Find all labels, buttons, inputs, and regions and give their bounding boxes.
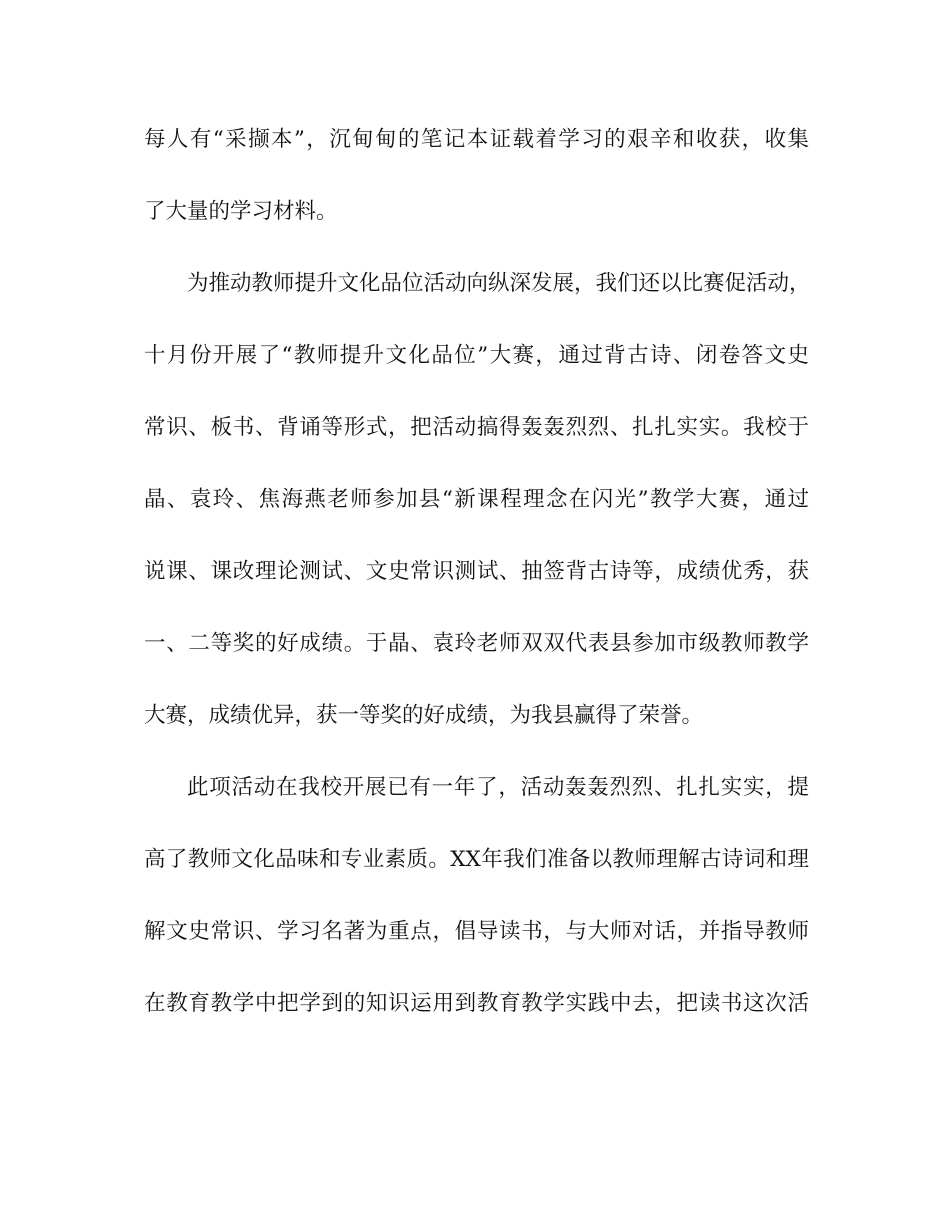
paragraph-start-line: 为推动教师提升文化品位活动向纵深发展，我们还以比赛促活动， — [187, 271, 811, 296]
text-line: 每人有“采撷本”，沉甸甸的笔记本证载着学习的艰辛和收获，收集 — [144, 127, 809, 152]
text-line: 晶、袁玲、焦海燕老师参加县“新课程理念在闪光”教学大赛，通过 — [144, 487, 809, 512]
text-line: 高了教师文化品味和专业素质。XX年我们准备以教师理解古诗词和理 — [144, 847, 809, 872]
text-line: 解文史常识、学习名著为重点，倡导读书，与大师对话，并指导教师 — [144, 919, 809, 944]
paragraph-start-line: 此项活动在我校开展已有一年了，活动轰轰烈烈、扎扎实实，提 — [187, 775, 809, 800]
text-line: 十月份开展了“教师提升文化品位”大赛，通过背古诗、闭卷答文史 — [144, 343, 809, 368]
text-line: 了大量的学习材料。 — [144, 199, 338, 224]
text-line: 在教育教学中把学到的知识运用到教育教学实践中去，把读书这次活 — [144, 991, 809, 1016]
text-line: 常识、板书、背诵等形式，把活动搞得轰轰烈烈、扎扎实实。我校于 — [144, 415, 809, 440]
text-line: 大赛，成绩优异，获一等奖的好成绩，为我县赢得了荣誉。 — [144, 703, 704, 728]
text-line: 说课、课改理论测试、文史常识测试、抽签背古诗等，成绩优秀，获 — [144, 559, 809, 584]
text-line: 一、二等奖的好成绩。于晶、袁玲老师双双代表县参加市级教师教学 — [144, 631, 809, 656]
body-text — [144, 120, 809, 1056]
